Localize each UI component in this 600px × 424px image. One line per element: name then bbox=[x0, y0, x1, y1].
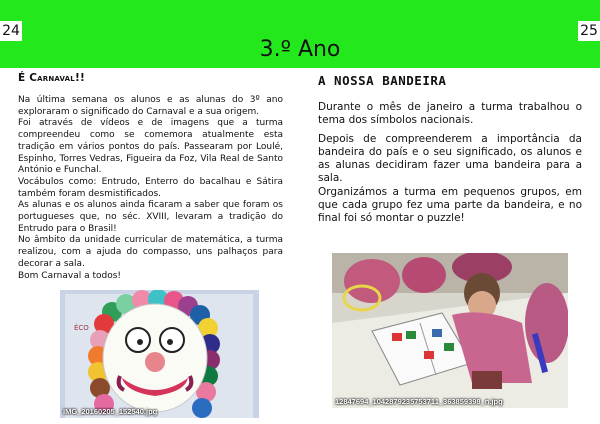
left-paragraph: Vocábulos como: Entrudo, Enterro do bacalhau e Sátira também foram desmistificados. bbox=[18, 176, 283, 199]
left-paragraph: As alunas e os alunos ainda ficaram a saber que foram os portugueses que, no séc. XVIII, levaram a tradição do Entrudo para o Brasil! bbox=[18, 200, 283, 234]
right-article-heading: A NOSSA BANDEIRA bbox=[318, 73, 447, 88]
clown-photo-caption: IMG_20160205_152540.jpg bbox=[63, 407, 158, 416]
page-number-right: 25 bbox=[578, 21, 600, 41]
classroom-photo-caption: 12847694_1042879235753711_363859398_n.jpg bbox=[335, 397, 503, 406]
page-number-left: 24 bbox=[0, 21, 22, 41]
left-paragraph: No âmbito da unidade curricular de matemática, a turma realizou, com a ajuda do compasso, uns palhaços para decorar a sala. bbox=[18, 235, 283, 269]
classroom-illustration bbox=[332, 253, 568, 408]
svg-text:ÉCO: ÉCO bbox=[74, 324, 89, 332]
page-title: 3.º Ano bbox=[259, 37, 341, 62]
left-paragraph: Bom Carnaval a todos! bbox=[18, 270, 121, 281]
left-article-body bbox=[18, 95, 283, 282]
left-article-heading: É Carnaval!! bbox=[18, 72, 85, 84]
classroom-photo bbox=[332, 253, 568, 408]
right-paragraph: Organizámos a turma em pequenos grupos, em que cada grupo fez uma parte da bandeira, e no final foi só montar o puzzle! bbox=[318, 185, 582, 225]
right-paragraph: Depois de compreenderem a importância da bandeira do país e o seu significado, os alunos e as alunas decidiram fazer uma bandeira para a sala. bbox=[318, 132, 582, 185]
right-article-body bbox=[318, 101, 582, 226]
right-paragraph: Durante o mês de janeiro a turma trabalhou o tema dos símbolos nacionais. bbox=[318, 101, 582, 127]
left-paragraph: Na última semana os alunos e as alunas do 3º ano exploraram o significado do Carnaval e a sua origem. bbox=[18, 95, 283, 117]
clown-illustration bbox=[60, 290, 259, 418]
left-paragraph: Foi através de vídeos e de imagens que a turma compreendeu como se comemora atualmente esta tradição em vários pontos do país. Passearam por Loulé, Espinho, Torres Vedras, Figueira da Foz, Vila Real de Santo António e Funchal. bbox=[18, 118, 283, 176]
clown-photo bbox=[60, 290, 259, 418]
